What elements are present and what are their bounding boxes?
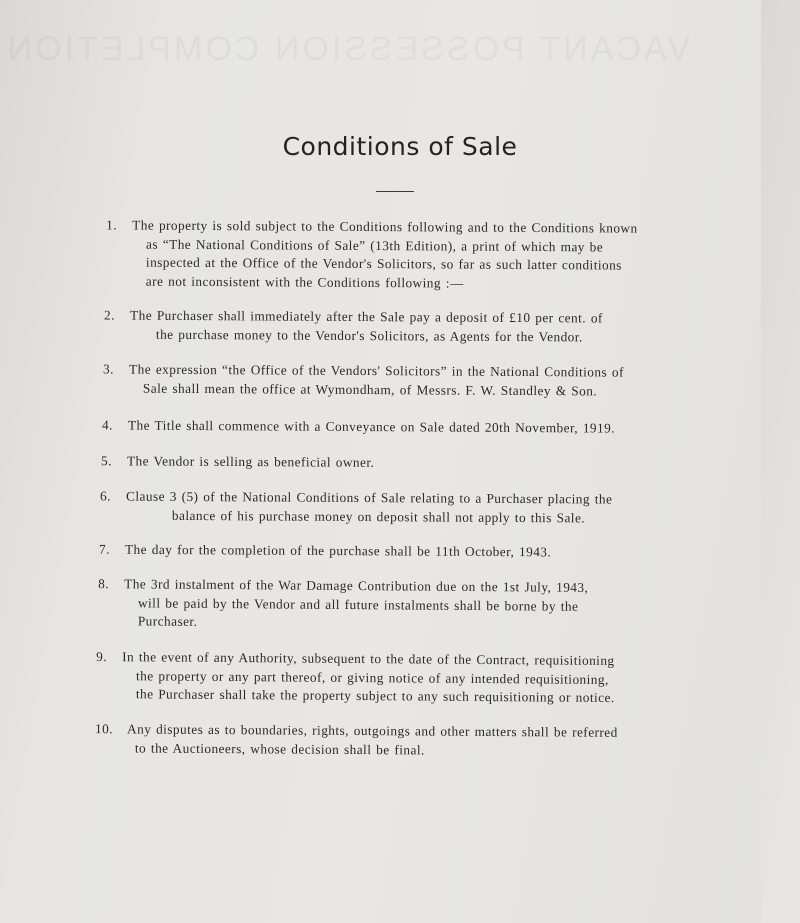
condition-text-line: The Purchaser shall immediately after the Sale pay a deposit of £10 per cent. of — [130, 307, 603, 326]
condition-text-line: will be paid by the Vendor and all future instalments shall be borne by the — [137, 594, 579, 614]
condition-text-line: Any disputes as to boundaries, rights, outgoings and other matters shall be referred — [127, 721, 618, 740]
condition-number: 3. — [103, 361, 114, 377]
condition-text-line: The Title shall commence with a Conveyance on Sale dated 20th November, 1919. — [127, 417, 616, 436]
condition-text-line: The property is sold subject to the Conditions following and to the Conditions known — [132, 217, 638, 236]
condition-text-line: The Vendor is selling as beneficial owner. — [126, 453, 375, 470]
condition-2 — [104, 306, 603, 346]
condition-5 — [101, 452, 374, 472]
page-title: Conditions of Sale — [282, 132, 518, 161]
condition-text-line: as “The National Conditions of Sale” (13th Edition), a print of which may be — [146, 236, 604, 254]
condition-text-line: inspected at the Office of the Vendor's Solicitors, so far as such latter conditions — [145, 254, 622, 273]
condition-number: 10. — [95, 721, 114, 737]
condition-4 — [102, 416, 615, 438]
condition-text-line: the purchase money to the Vendor's Solicitors, as Agents for the Vendor. — [155, 326, 583, 344]
condition-10 — [95, 720, 618, 761]
condition-text-line: the Purchaser shall take the property subject to any such requisitioning or notice. — [135, 686, 615, 706]
condition-number: 4. — [101, 417, 113, 433]
condition-text-line: the property or any part thereof, or giving notice of any intended requisitioning, — [135, 667, 609, 687]
show-through-text: VACANT POSSESSION COMPLETION — [4, 30, 690, 68]
condition-number: 6. — [100, 488, 111, 504]
condition-text-line: The expression “the Office of the Vendors' Solicitors” in the National Conditions of — [129, 361, 624, 380]
condition-text-line: to the Auctioneers, whose decision shall be final. — [134, 739, 425, 757]
condition-6 — [100, 487, 613, 527]
condition-8 — [98, 575, 589, 634]
condition-text-line: In the event of any Authority, subsequent to the date of the Contract, requisitioning — [122, 649, 615, 669]
condition-number: 2. — [104, 307, 115, 323]
condition-number: 7. — [98, 541, 110, 557]
condition-3 — [103, 360, 624, 400]
condition-9 — [96, 648, 615, 708]
condition-text-line: are not inconsistent with the Conditions following :— — [145, 273, 464, 291]
condition-text-line: Sale shall mean the office at Wymondham, of Messrs. F. W. Standley & Son. — [142, 380, 598, 398]
condition-number: 8. — [98, 576, 110, 592]
condition-number: 5. — [100, 453, 112, 469]
condition-number: 1. — [106, 217, 118, 233]
condition-text-line: Clause 3 (5) of the National Conditions of Sale relating to a Purchaser placing the — [126, 488, 613, 507]
condition-text-line: The day for the completion of the purchase shall be 11th October, 1943. — [124, 541, 552, 560]
title-rule — [376, 191, 414, 192]
condition-number: 9. — [96, 648, 108, 665]
condition-text-line: Purchaser. — [137, 613, 198, 629]
condition-1 — [106, 216, 638, 293]
condition-text-line: balance of his purchase money on deposit shall not apply to this Sale. — [171, 507, 586, 525]
condition-7 — [99, 541, 551, 562]
condition-text-line: The 3rd instalment of the War Damage Contribution due on the 1st July, 1943, — [124, 576, 589, 595]
